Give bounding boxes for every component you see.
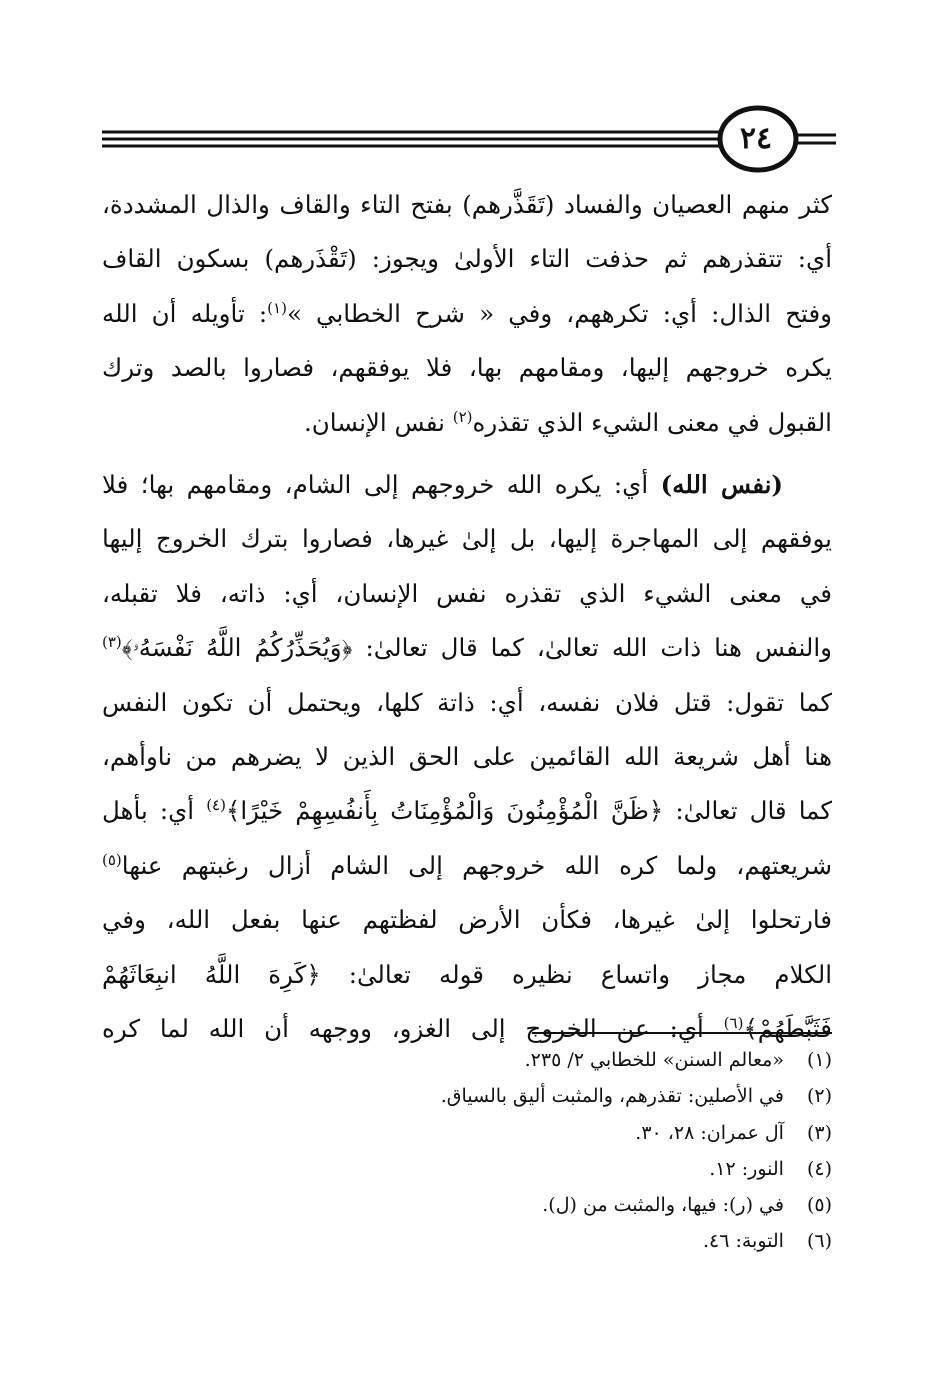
footnote-item — [102, 1151, 832, 1187]
text-segment: وفتح الذال: أي: تكرههم، وفي « شرح الخطابي » — [286, 298, 832, 328]
footnote-item — [102, 1187, 832, 1223]
footnote-separator — [532, 1032, 832, 1034]
footnote-ref: (٢) — [452, 407, 473, 426]
text-line — [102, 396, 832, 450]
footnote-number: (٣) — [806, 1121, 832, 1144]
footnote-item — [102, 1223, 832, 1259]
text-line: كثر منهم العصيان والفساد (تَقَذَّرهم) بفتح التاء والقاف والذال المشددة، — [102, 190, 832, 219]
text-line — [102, 948, 832, 1002]
page-number: ٢٤ — [739, 121, 773, 156]
text-line: في معنى الشيء الذي تقذره نفس الإنسان، أي: ذاته، فلا تقبله، — [102, 578, 832, 608]
text-line: يكره خروجهم إليها، ومقامهم بها، فلا يوفقهم، فصاروا بالصد وترك — [102, 353, 832, 383]
header-ornament — [0, 0, 940, 175]
footnote-ref: (١) — [267, 298, 287, 317]
text-line — [102, 621, 832, 675]
text-segment: كما قال تعالىٰ: — [675, 796, 832, 826]
footnote-text: «معالم السنن» للخطابي ٢/ ٢٣٥. — [524, 1049, 784, 1071]
text-segment: شريعتهم، ولما كره الله خروجهم إلى الشام أزال رغبتهم عنها — [121, 850, 832, 880]
footnote-text: في الأصلين: تقذرهم، والمثبت أليق بالسياق. — [440, 1085, 784, 1108]
text-line: كما تقول: قتل فلان نفسه، أي: ذاتة كلها، ويحتمل أن تكون النفس — [102, 687, 832, 717]
quran-verse: فَثَبَّطَهُمْ﴾ — [743, 1014, 832, 1044]
paragraph-2 — [102, 458, 832, 1056]
main-text — [102, 178, 832, 1057]
text-segment: : تأويله أن الله — [102, 298, 268, 328]
text-line: فارتحلوا إلىٰ غيرها، فكأن الأرض لفظتهم عنها بفعل الله، وفي — [102, 905, 832, 935]
text-line: أي: تتقذرهم ثم حذفت التاء الأولىٰ ويجوز: (تَقْذَرهم) بسكون القاف — [102, 244, 832, 274]
text-line — [102, 287, 832, 341]
text-segment: نفس الإنسان. — [304, 407, 445, 437]
footnote-number: (٥) — [806, 1194, 832, 1217]
footnote-number: (١) — [806, 1049, 832, 1071]
text-line: يوفقهم إلى المهاجرة إليها، بل إلىٰ غيرها، فصاروا بترك الخروج إليها — [102, 524, 832, 554]
footnote-text: في (ر): فيها، والمثبت من (ل). — [542, 1194, 784, 1217]
footnote-item — [102, 1115, 832, 1151]
footnote-number: (٤) — [806, 1157, 832, 1180]
text-line — [102, 839, 832, 893]
footnote-ref: (٥) — [102, 850, 122, 869]
footnote-number: (٢) — [806, 1085, 832, 1108]
footnote-item — [102, 1078, 832, 1114]
term-heading: (نفس الله) — [660, 470, 783, 500]
page-header — [0, 0, 940, 175]
text-segment: أي: بأهل — [102, 796, 195, 826]
quran-verse: ﴿وَيُحَذِّرُكُمُ اللَّهُ نَفْسَهُۥ﴾ — [121, 633, 353, 663]
text-line — [102, 784, 832, 838]
footnote-item — [102, 1042, 832, 1078]
footnote-text: النور: ١٢. — [709, 1157, 784, 1180]
footnotes — [102, 1042, 832, 1260]
text-line — [102, 458, 832, 512]
footnote-ref: (٦) — [723, 1013, 744, 1032]
text-segment: القبول في معنى الشيء الذي تقذره — [472, 407, 832, 437]
footnote-text: التوبة: ٤٦. — [702, 1230, 784, 1253]
footnote-text: آل عمران: ٢٨، ٣٠. — [635, 1121, 784, 1144]
footnote-ref: (٣) — [102, 633, 122, 652]
text-segment: أي: يكره الله خروجهم إلى الشام، ومقامهم بها؛ فلا — [102, 470, 649, 500]
quran-verse: ﴿ظَنَّ الْمُؤْمِنُونَ وَالْمُؤْمِنَاتُ بِأَنفُسِهِمْ خَيْرًا﴾ — [225, 796, 664, 826]
paragraph-1 — [102, 178, 832, 450]
text-segment: الكلام مجاز واتساع نظيره قوله تعالىٰ: — [348, 959, 832, 989]
text-line: هنا أهل شريعة الله القائمين على الحق الذين لا يضرهم من ناوأهم، — [102, 742, 832, 772]
text-segment: أي: عن الخروج إلى الغزو، ووجهه أن الله لما كره — [102, 1014, 704, 1044]
footnote-ref: (٤) — [206, 796, 226, 815]
footnote-number: (٦) — [806, 1230, 832, 1253]
quran-verse: ﴿كَرِهَ اللَّهُ انبِعَاثَهُمْ — [102, 959, 321, 989]
text-segment: والنفس هنا ذات الله تعالىٰ، كما قال تعالىٰ: — [365, 633, 832, 663]
